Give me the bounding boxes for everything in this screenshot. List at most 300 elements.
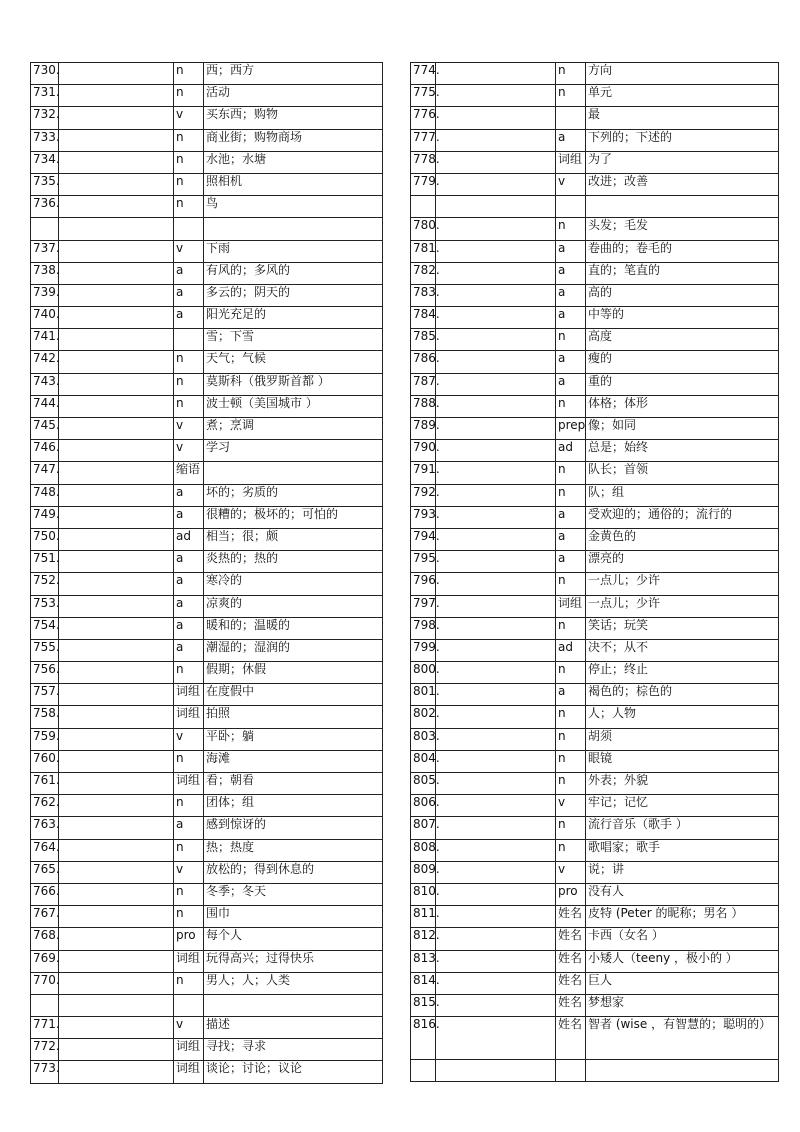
entry-number: 736. (31, 196, 59, 218)
entry-number: 741. (31, 329, 59, 351)
entry-number: 800. (411, 662, 436, 684)
entry-word (436, 839, 556, 861)
entry-number (411, 1060, 436, 1082)
entry-part-of-speech: 姓名 (556, 972, 586, 994)
entry-part-of-speech: a (174, 573, 204, 595)
entry-part-of-speech: n (174, 129, 204, 151)
vocab-table-left (30, 62, 383, 1084)
entry-number: 766. (31, 883, 59, 905)
entry-meaning: 海滩 (204, 750, 383, 772)
table-row (411, 551, 779, 573)
entry-part-of-speech: n (174, 85, 204, 107)
entry-meaning: 炎热的；热的 (204, 551, 383, 573)
entry-meaning: 下雨 (204, 240, 383, 262)
entry-meaning: 寻找；寻求 (204, 1039, 383, 1061)
entry-number: 787. (411, 373, 436, 395)
entry-number: 756. (31, 662, 59, 684)
entry-word (436, 85, 556, 107)
table-row (31, 773, 383, 795)
entry-meaning: 梦想家 (586, 994, 779, 1016)
entry-word (59, 662, 174, 684)
entry-meaning: 人；人物 (586, 706, 779, 728)
entry-part-of-speech (174, 218, 204, 240)
entry-word (59, 85, 174, 107)
entry-number: 771. (31, 1017, 59, 1039)
entry-word (436, 440, 556, 462)
entry-word (59, 462, 174, 484)
entry-word (59, 617, 174, 639)
entry-meaning: 鸟 (204, 196, 383, 218)
table-row (31, 972, 383, 994)
table-row (31, 395, 383, 417)
entry-part-of-speech (556, 196, 586, 218)
entry-number: 782. (411, 262, 436, 284)
entry-meaning: 智者 (wise ，有智慧的；聪明的） (586, 1017, 779, 1060)
entry-word (436, 639, 556, 661)
entry-word (59, 795, 174, 817)
entry-word (436, 129, 556, 151)
table-row (411, 750, 779, 772)
entry-number: 781. (411, 240, 436, 262)
entry-part-of-speech: n (556, 728, 586, 750)
entry-meaning: 每个人 (204, 928, 383, 950)
entry-meaning (204, 994, 383, 1016)
entry-word (436, 63, 556, 85)
entry-word (59, 484, 174, 506)
table-row (31, 883, 383, 905)
entry-number: 759. (31, 728, 59, 750)
entry-word (436, 883, 556, 905)
table-row (411, 573, 779, 595)
entry-meaning: 潮湿的；湿润的 (204, 639, 383, 661)
table-row (31, 240, 383, 262)
entry-part-of-speech: 姓名 (556, 950, 586, 972)
table-row (31, 861, 383, 883)
entry-word (59, 1061, 174, 1083)
entry-part-of-speech: n (556, 706, 586, 728)
table-row (31, 218, 383, 240)
entry-word (59, 418, 174, 440)
entry-word (436, 506, 556, 528)
entry-number: 740. (31, 307, 59, 329)
entry-part-of-speech: 缩语 (174, 462, 204, 484)
entry-meaning: 流行音乐（歌手 ） (586, 817, 779, 839)
entry-part-of-speech: 姓名 (556, 994, 586, 1016)
entry-meaning: 像；如同 (586, 418, 779, 440)
entry-word (436, 262, 556, 284)
entry-word (59, 573, 174, 595)
table-row (31, 817, 383, 839)
entry-meaning: 皮特 (Peter 的昵称；男名 ） (586, 906, 779, 928)
table-row (411, 950, 779, 972)
entry-number: 809. (411, 861, 436, 883)
table-row (31, 595, 383, 617)
table-row (411, 883, 779, 905)
entry-meaning: 有风的；多风的 (204, 262, 383, 284)
table-row (411, 817, 779, 839)
entry-number: 813. (411, 950, 436, 972)
entry-word (436, 373, 556, 395)
entry-word (436, 551, 556, 573)
entry-word (59, 684, 174, 706)
entry-part-of-speech: v (174, 861, 204, 883)
entry-part-of-speech: n (556, 839, 586, 861)
entry-word (59, 750, 174, 772)
entry-number: 748. (31, 484, 59, 506)
entry-meaning: 商业街；购物商场 (204, 129, 383, 151)
entry-meaning: 外表；外貌 (586, 773, 779, 795)
entry-number: 768. (31, 928, 59, 950)
entry-meaning: 很糟的；极坏的；可怕的 (204, 506, 383, 528)
entry-part-of-speech: a (556, 262, 586, 284)
entry-part-of-speech: ad (556, 440, 586, 462)
table-row (411, 351, 779, 373)
entry-word (59, 883, 174, 905)
entry-part-of-speech: a (174, 284, 204, 306)
table-row (31, 639, 383, 661)
entry-word (436, 329, 556, 351)
entry-part-of-speech: a (556, 240, 586, 262)
table-row (411, 1060, 779, 1082)
entry-meaning: 学习 (204, 440, 383, 462)
entry-word (59, 994, 174, 1016)
table-row (31, 440, 383, 462)
entry-number: 808. (411, 839, 436, 861)
entry-word (59, 307, 174, 329)
entry-part-of-speech: prep (556, 418, 586, 440)
entry-part-of-speech: a (556, 307, 586, 329)
entry-part-of-speech: 词组 (174, 706, 204, 728)
entry-part-of-speech: n (556, 750, 586, 772)
entry-word (59, 639, 174, 661)
entry-meaning: 团体；组 (204, 795, 383, 817)
entry-meaning: 凉爽的 (204, 595, 383, 617)
entry-meaning: 说；讲 (586, 861, 779, 883)
entry-meaning: 感到惊讶的 (204, 817, 383, 839)
entry-part-of-speech: v (174, 728, 204, 750)
entry-part-of-speech: n (556, 63, 586, 85)
entry-number: 793. (411, 506, 436, 528)
table-row (411, 107, 779, 129)
entry-number: 794. (411, 528, 436, 550)
entry-word (436, 728, 556, 750)
entry-meaning: 改进；改善 (586, 173, 779, 195)
entry-number: 767. (31, 906, 59, 928)
entry-number: 784. (411, 307, 436, 329)
entry-meaning: 水池；水塘 (204, 151, 383, 173)
entry-part-of-speech: n (174, 395, 204, 417)
entry-word (59, 506, 174, 528)
vocab-table-right-body (411, 63, 779, 1082)
entry-word (59, 950, 174, 972)
entry-meaning: 坏的；劣质的 (204, 484, 383, 506)
entry-number: 743. (31, 373, 59, 395)
entry-meaning: 决不；从不 (586, 639, 779, 661)
table-row (411, 617, 779, 639)
entry-number: 744. (31, 395, 59, 417)
entry-number: 791. (411, 462, 436, 484)
entry-meaning: 在度假中 (204, 684, 383, 706)
entry-part-of-speech: a (174, 506, 204, 528)
table-row (31, 151, 383, 173)
table-row (411, 795, 779, 817)
entry-meaning: 多云的；阴天的 (204, 284, 383, 306)
entry-meaning: 队长；首领 (586, 462, 779, 484)
entry-word (436, 972, 556, 994)
entry-number: 730. (31, 63, 59, 85)
table-row (31, 750, 383, 772)
entry-meaning: 照相机 (204, 173, 383, 195)
table-row (31, 1061, 383, 1083)
entry-meaning: 单元 (586, 85, 779, 107)
entry-number: 807. (411, 817, 436, 839)
entry-number: 789. (411, 418, 436, 440)
table-row (411, 861, 779, 883)
entry-word (59, 329, 174, 351)
entry-number: 773. (31, 1061, 59, 1083)
entry-number: 752. (31, 573, 59, 595)
table-row (31, 950, 383, 972)
entry-number: 783. (411, 284, 436, 306)
entry-word (59, 728, 174, 750)
entry-number: 762. (31, 795, 59, 817)
entry-word (59, 440, 174, 462)
entry-part-of-speech: a (556, 684, 586, 706)
entry-word (436, 395, 556, 417)
entry-part-of-speech: n (556, 218, 586, 240)
entry-part-of-speech (174, 994, 204, 1016)
entry-word (436, 684, 556, 706)
entry-word (436, 107, 556, 129)
table-row (411, 85, 779, 107)
entry-number: 774. (411, 63, 436, 85)
entry-meaning (586, 1060, 779, 1082)
entry-part-of-speech: ad (556, 639, 586, 661)
entry-meaning: 男人；人；人类 (204, 972, 383, 994)
table-row (31, 1039, 383, 1061)
entry-number: 806. (411, 795, 436, 817)
entry-part-of-speech: 姓名 (556, 906, 586, 928)
entry-word (59, 373, 174, 395)
entry-part-of-speech: n (556, 329, 586, 351)
table-row (411, 129, 779, 151)
entry-meaning (204, 218, 383, 240)
entry-number: 764. (31, 839, 59, 861)
entry-meaning: 拍照 (204, 706, 383, 728)
entry-part-of-speech: a (556, 506, 586, 528)
table-row (31, 617, 383, 639)
entry-part-of-speech: v (174, 1017, 204, 1039)
entry-word (59, 928, 174, 950)
entry-number: 812. (411, 928, 436, 950)
entry-meaning: 重的 (586, 373, 779, 395)
entry-number: 737. (31, 240, 59, 262)
entry-word (436, 1060, 556, 1082)
entry-number: 790. (411, 440, 436, 462)
table-row (31, 662, 383, 684)
entry-number: 804. (411, 750, 436, 772)
entry-part-of-speech: n (556, 85, 586, 107)
entry-word (436, 795, 556, 817)
entry-meaning: 眼镜 (586, 750, 779, 772)
table-row (411, 684, 779, 706)
table-row (411, 639, 779, 661)
entry-word (59, 551, 174, 573)
entry-part-of-speech: v (556, 173, 586, 195)
entry-meaning: 漂亮的 (586, 551, 779, 573)
entry-part-of-speech: a (556, 551, 586, 573)
entry-word (59, 773, 174, 795)
entry-part-of-speech: n (174, 883, 204, 905)
entry-meaning: 冬季；冬天 (204, 883, 383, 905)
table-row (411, 196, 779, 218)
entry-meaning: 暖和的；温暖的 (204, 617, 383, 639)
table-row (411, 728, 779, 750)
entry-word (436, 173, 556, 195)
table-row (31, 906, 383, 928)
entry-word (59, 595, 174, 617)
table-row (411, 173, 779, 195)
entry-meaning: 描述 (204, 1017, 383, 1039)
entry-part-of-speech: n (174, 151, 204, 173)
entry-number: 763. (31, 817, 59, 839)
entry-number: 732. (31, 107, 59, 129)
entry-part-of-speech: 词组 (174, 1039, 204, 1061)
entry-meaning: 小矮人（teeny ，极小的 ） (586, 950, 779, 972)
entry-part-of-speech: n (556, 395, 586, 417)
entry-meaning: 没有人 (586, 883, 779, 905)
entry-number: 778. (411, 151, 436, 173)
entry-number: 811. (411, 906, 436, 928)
entry-meaning: 平卧；躺 (204, 728, 383, 750)
entry-number: 731. (31, 85, 59, 107)
table-row (411, 506, 779, 528)
entry-word (436, 284, 556, 306)
table-row (31, 63, 383, 85)
entry-part-of-speech: n (174, 972, 204, 994)
entry-number: 779. (411, 173, 436, 195)
table-row (411, 484, 779, 506)
entry-meaning: 中等的 (586, 307, 779, 329)
entry-number: 801. (411, 684, 436, 706)
entry-part-of-speech: n (174, 839, 204, 861)
entry-part-of-speech: 词组 (174, 773, 204, 795)
entry-part-of-speech: a (174, 639, 204, 661)
entry-word (436, 706, 556, 728)
entry-word (436, 1017, 556, 1060)
table-row (411, 284, 779, 306)
entry-meaning: 受欢迎的；通俗的；流行的 (586, 506, 779, 528)
entry-part-of-speech: n (174, 373, 204, 395)
entry-meaning (204, 462, 383, 484)
entry-meaning: 下列的；下述的 (586, 129, 779, 151)
table-row (31, 284, 383, 306)
entry-part-of-speech: a (556, 528, 586, 550)
entry-number: 803. (411, 728, 436, 750)
entry-word (436, 861, 556, 883)
entry-number: 746. (31, 440, 59, 462)
entry-number: 745. (31, 418, 59, 440)
entry-number: 742. (31, 351, 59, 373)
table-row (411, 462, 779, 484)
entry-word (436, 662, 556, 684)
entry-number: 792. (411, 484, 436, 506)
table-row (31, 506, 383, 528)
entry-part-of-speech: n (556, 462, 586, 484)
entry-meaning: 玩得高兴；过得快乐 (204, 950, 383, 972)
entry-number: 770. (31, 972, 59, 994)
entry-number: 796. (411, 573, 436, 595)
entry-part-of-speech: a (174, 595, 204, 617)
entry-number (411, 196, 436, 218)
table-row (31, 262, 383, 284)
entry-meaning: 体格；体形 (586, 395, 779, 417)
table-row (31, 928, 383, 950)
entry-number: 799. (411, 639, 436, 661)
entry-part-of-speech: n (174, 173, 204, 195)
table-row (411, 1017, 779, 1060)
entry-word (436, 750, 556, 772)
entry-part-of-speech: 词组 (556, 595, 586, 617)
entry-meaning: 金黄色的 (586, 528, 779, 550)
entry-word (436, 817, 556, 839)
entry-part-of-speech: n (556, 817, 586, 839)
entry-meaning: 高度 (586, 329, 779, 351)
entry-part-of-speech: v (174, 418, 204, 440)
table-row (31, 684, 383, 706)
table-row (411, 928, 779, 950)
table-row (31, 373, 383, 395)
entry-part-of-speech: 词组 (174, 950, 204, 972)
entry-meaning: 一点儿；少许 (586, 573, 779, 595)
entry-part-of-speech (556, 1060, 586, 1082)
table-row (31, 329, 383, 351)
entry-number: 750. (31, 528, 59, 550)
table-row (411, 262, 779, 284)
entry-meaning: 天气；气候 (204, 351, 383, 373)
entry-word (436, 484, 556, 506)
table-row (31, 418, 383, 440)
table-row (411, 440, 779, 462)
entry-meaning: 胡须 (586, 728, 779, 750)
entry-number: 749. (31, 506, 59, 528)
entry-part-of-speech: n (556, 617, 586, 639)
entry-word (59, 218, 174, 240)
entry-number: 739. (31, 284, 59, 306)
entry-number: 795. (411, 551, 436, 573)
table-row (31, 307, 383, 329)
vocab-table-left-body (31, 63, 383, 1084)
entry-part-of-speech: n (174, 196, 204, 218)
entry-number: 775. (411, 85, 436, 107)
table-row (411, 63, 779, 85)
entry-meaning: 队；组 (586, 484, 779, 506)
entry-word (436, 151, 556, 173)
entry-word (436, 307, 556, 329)
entry-part-of-speech: v (174, 240, 204, 262)
entry-meaning: 活动 (204, 85, 383, 107)
entry-part-of-speech: v (174, 440, 204, 462)
entry-word (436, 240, 556, 262)
entry-word (59, 151, 174, 173)
entry-part-of-speech: a (174, 617, 204, 639)
table-row (31, 573, 383, 595)
entry-number: 815. (411, 994, 436, 1016)
vocab-table-right (410, 62, 779, 1082)
entry-part-of-speech: a (174, 551, 204, 573)
entry-number: 805. (411, 773, 436, 795)
table-row (31, 706, 383, 728)
